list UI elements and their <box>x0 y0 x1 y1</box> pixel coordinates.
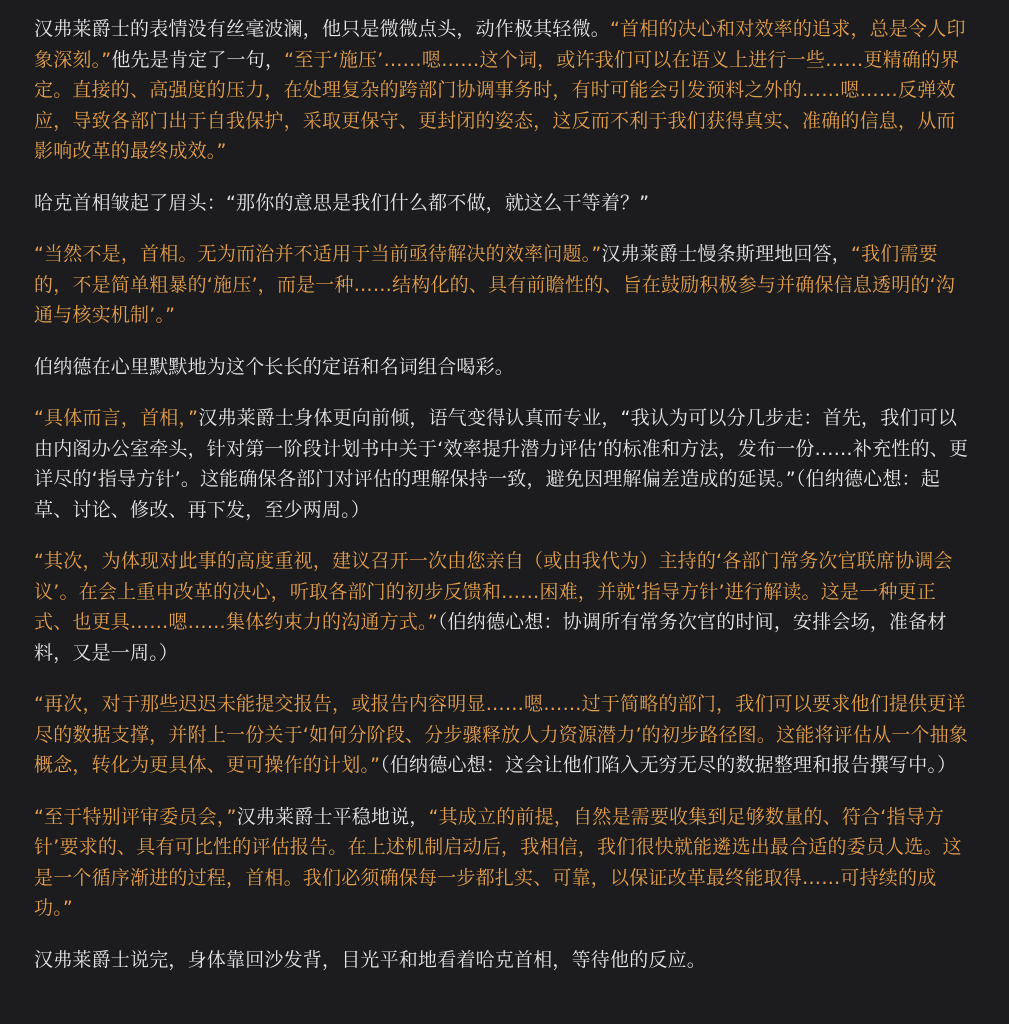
paragraph <box>34 802 971 924</box>
quoted-speech: “具体而言，首相，” <box>34 407 199 429</box>
narration-text: 汉弗莱爵士身体更向前倾，语气变得认真而专业，“我认为可以分几步走：首先，我们可以由内阁办公室牵头，针对第一阶段计划书中关于‘效率提升潜力评估’的标准和方法，发布一份……补充性的、更详尽的‘指导方针’。这能确保各部门对评估的理解保持一致，避免因理解偏差造成的延误。”（伯纳德心想：起草、讨论、修改、再下发，至少两周。） <box>34 407 969 521</box>
narration-text: 他先是肯定了一句， <box>111 48 285 71</box>
quoted-speech: “至于‘施压’……嗯……这个词，或许我们可以在语义上进行一些……更精确的界定。直接的、高强度的压力，在处理复杂的跨部门协调事务时，有时可能会引发预料之外的……嗯……反弹效应，导致各部门出于自我保护，采取更保守、更封闭的姿态，这反而不利于我们获得真实、准确的信息，从而影响改革的最终成效。” <box>34 48 960 162</box>
narration-text: 伯纳德在心里默默地为这个长长的定语和名词组合喝彩。 <box>34 355 515 378</box>
paragraph <box>34 14 971 167</box>
paragraph <box>34 403 971 525</box>
narration-text: 汉弗莱爵士说完，身体靠回沙发背，目光平和地看着哈克首相，等待他的反应。 <box>34 948 707 971</box>
quoted-speech: “至于特别评审委员会，” <box>34 805 237 828</box>
narration-text: 汉弗莱爵士平稳地说， <box>236 805 429 828</box>
narration-text: 哈克首相皱起了眉头：“那你的意思是我们什么都不做，就这么干等着？” <box>34 191 650 214</box>
quoted-speech: “当然不是，首相。无为而治并不适用于当前亟待解决的效率问题。” <box>34 243 602 265</box>
inner-thought: （伯纳德心想：这会让他们陷入无穷无尽的数据整理和报告撰写中。） <box>380 754 957 776</box>
quoted-speech: “首相的决心和对效率的追求，总是令人印象深刻。” <box>34 18 966 71</box>
quoted-speech: “我们需要的，不是简单粗暴的‘施压’，而是一种……结构化的、具有前瞻性的、旨在鼓励积极参与并确保信息透明的‘沟通与核实机制’。” <box>34 243 956 326</box>
quoted-speech: “其成立的前提，自然是需要收集到足够数量的、符合‘指导方针’要求的、具有可比性的评估报告。在上述机制启动后，我相信，我们很快就能遴选出最合适的委员人选。这是一个循序渐进的过程，首相。我们必须确保每一步都扎实、可靠，以保证改革最终能取得……可持续的成功。” <box>34 805 962 919</box>
paragraph <box>34 689 971 781</box>
narration-text: 汉弗莱爵士的表情没有丝毫波澜，他只是微微点头，动作极其轻微。 <box>34 18 611 40</box>
paragraph <box>34 352 971 383</box>
paragraph <box>34 239 971 331</box>
paragraph <box>34 188 971 219</box>
quoted-speech: “其次，为体现对此事的高度重视，建议召开一次由您亲自（或由我代为）主持的‘各部门常务次官联席协调会议’。在会上重申改革的决心，听取各部门的初步反馈和……困难，并就‘指导方针’进行解读。这是一种更正式、也更具……嗯……集体约束力的沟通方式。” <box>34 550 953 633</box>
narration-text: 汉弗莱爵士慢条斯理地回答， <box>601 243 851 265</box>
paragraph <box>34 546 971 668</box>
quoted-speech: “再次，对于那些迟迟未能提交报告，或报告内容明显……嗯……过于简略的部门，我们可以要求他们提供更详尽的数据支撑，并附上一份关于‘如何分阶段、分步骤释放人力资源潜力’的初步路径图。这能将评估从一个抽象概念，转化为更具体、更可操作的计划。” <box>34 693 969 776</box>
paragraph <box>34 945 971 976</box>
inner-thought: （伯纳德心想：协调所有常务次官的时间，安排会场，准备材料，又是一周。） <box>34 611 947 664</box>
